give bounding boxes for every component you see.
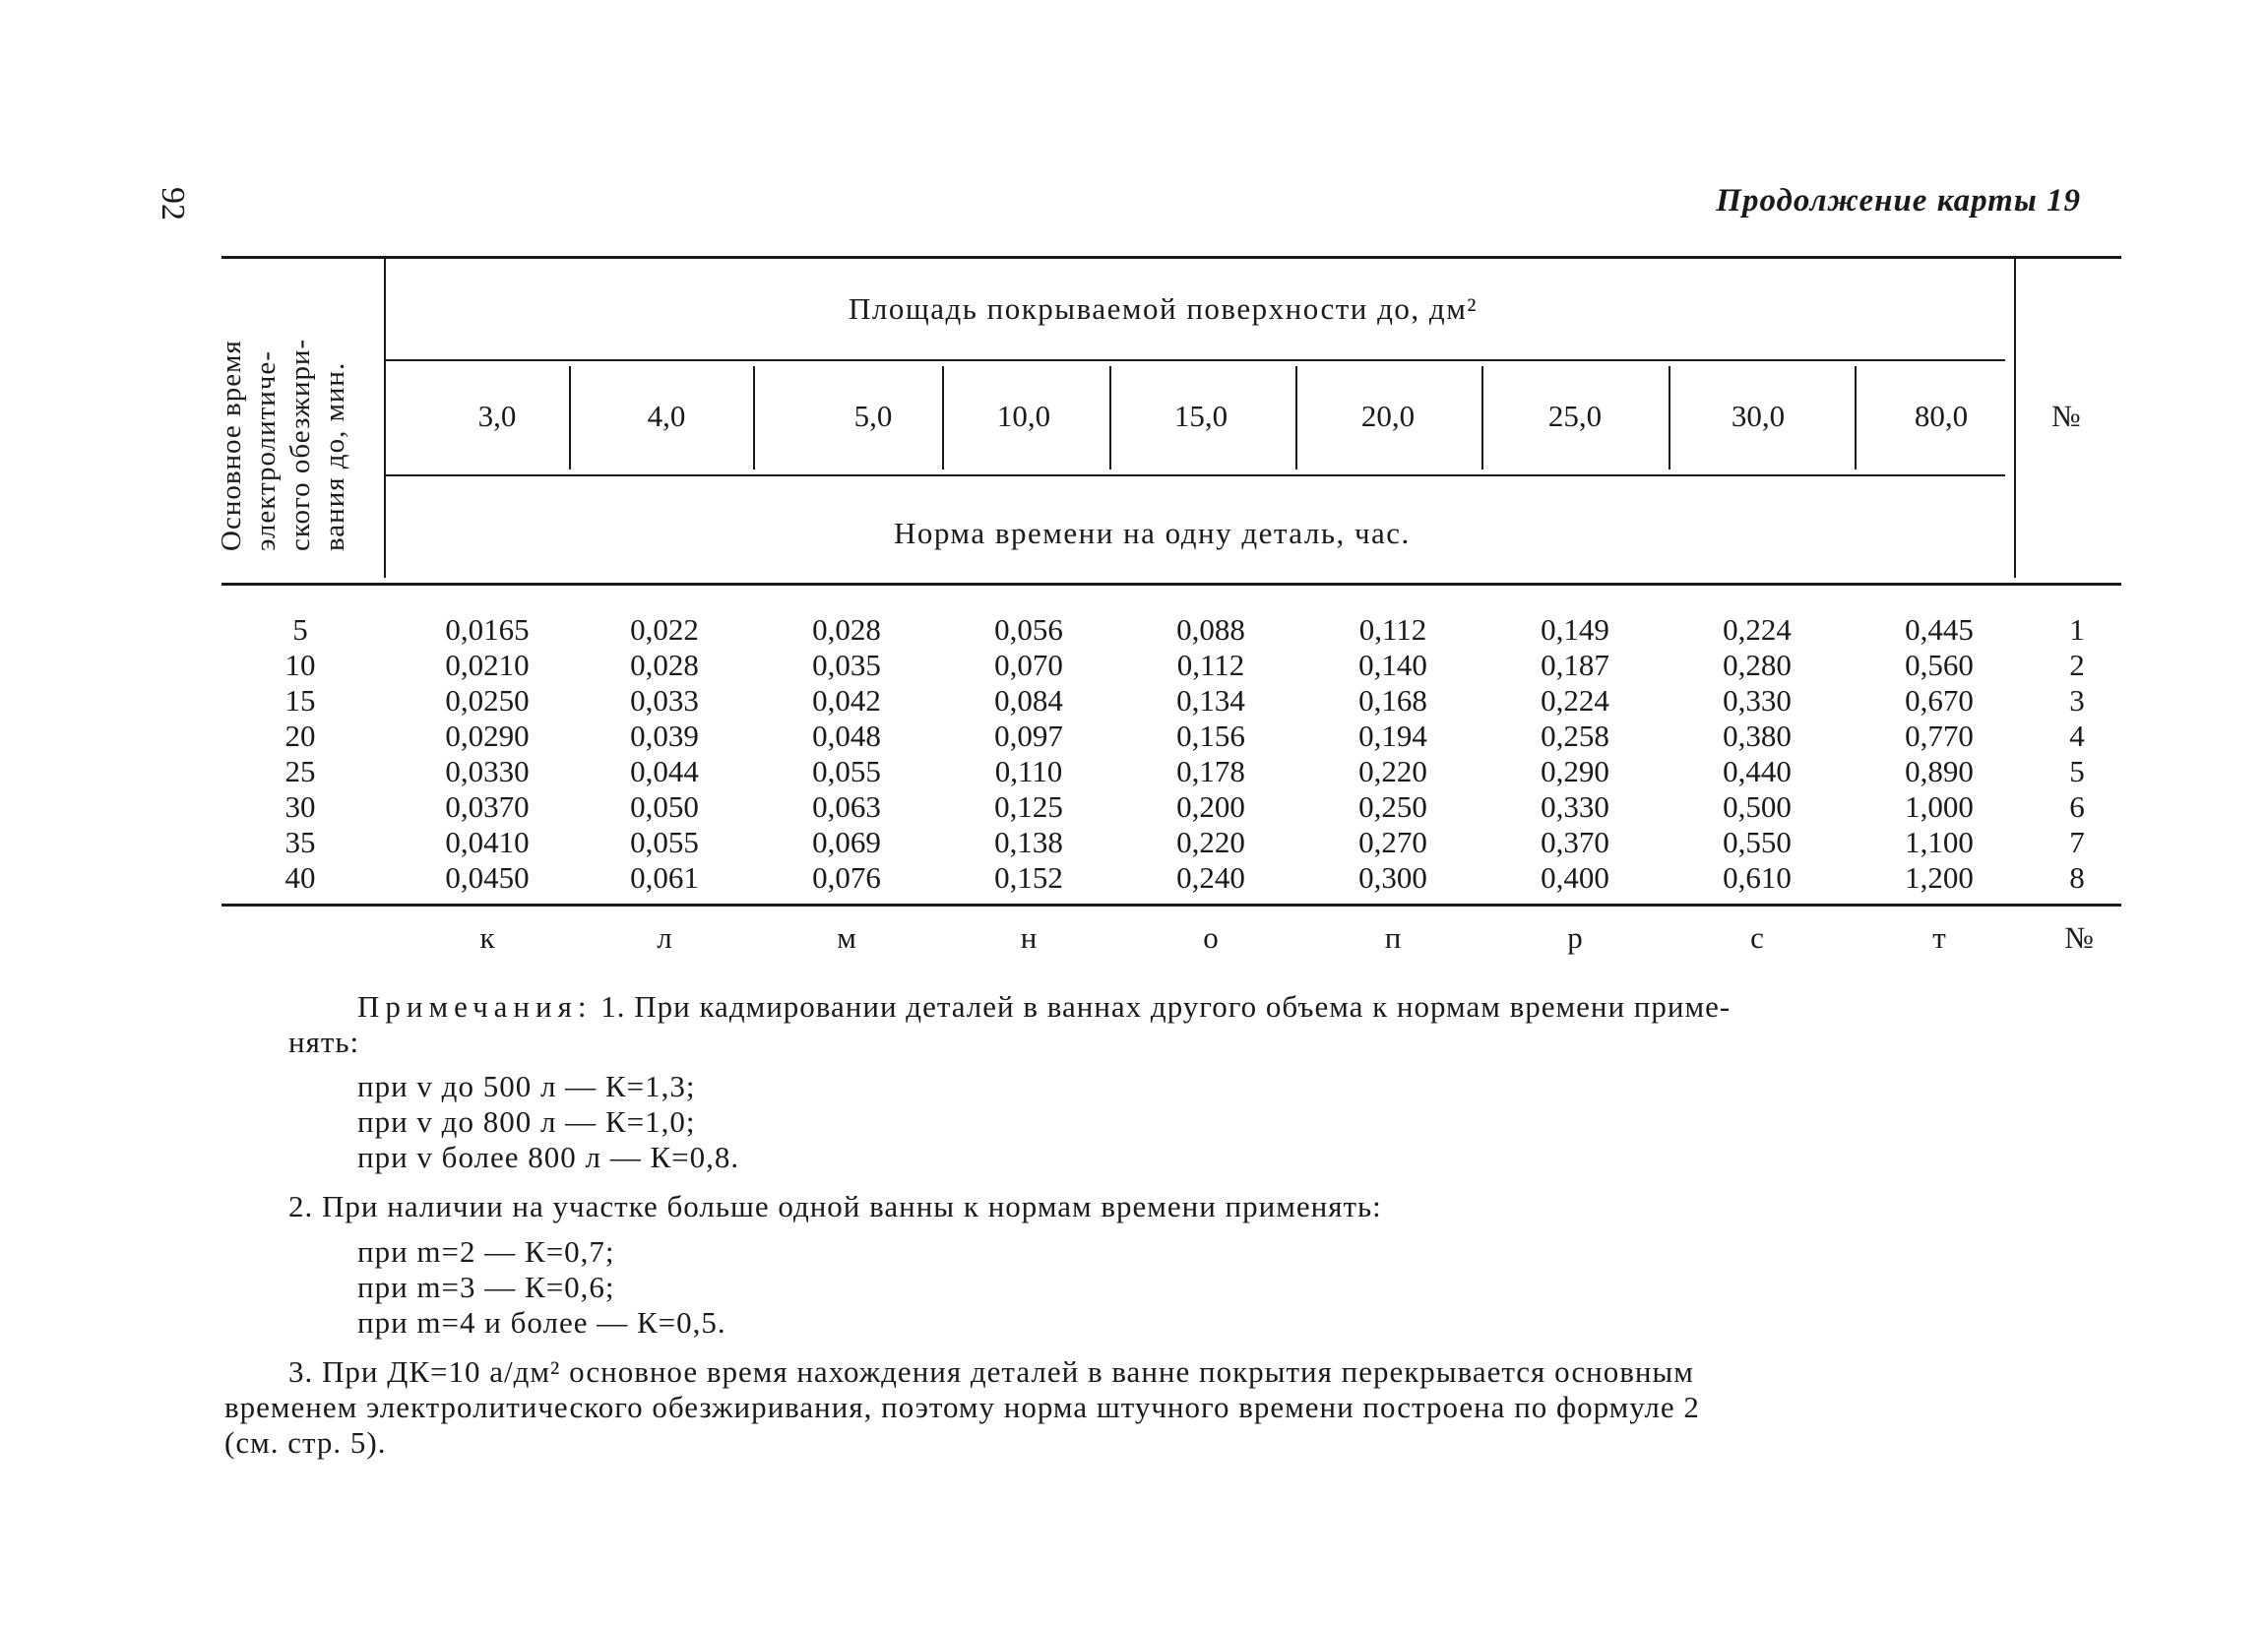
col-divider: [1855, 366, 1857, 469]
norm-cell: 0,039: [630, 719, 699, 753]
area-column-header: 3,0: [477, 399, 517, 433]
norm-cell: 0,0450: [445, 860, 530, 895]
norm-cell: 0,061: [630, 860, 699, 895]
norm-cell: 0,890: [1905, 754, 1974, 788]
col-divider: [1109, 366, 1111, 469]
header-sub-rule-bottom: [386, 474, 2005, 476]
norm-cell: 0,055: [812, 754, 881, 788]
norm-cell: 0,220: [1176, 825, 1245, 859]
row-number-cell: 7: [2069, 825, 2085, 859]
area-column-header: 80,0: [1914, 399, 1969, 433]
note-2: 2. При наличии на участке больше одной ванны к нормам времени применять:: [288, 1189, 1382, 1223]
norm-cell: 0,380: [1723, 719, 1792, 753]
norm-cell: 0,048: [812, 719, 881, 753]
norm-cell: 0,270: [1358, 825, 1427, 859]
norm-cell: 0,178: [1176, 754, 1245, 788]
norm-cell: 0,050: [630, 789, 699, 824]
norm-cell: 0,560: [1905, 648, 1974, 682]
note-3-line-2: временем электролитического обезжиривания, поэтому норма штучного времени построена по формуле 2: [224, 1390, 1700, 1424]
norm-cell: 0,550: [1723, 825, 1792, 859]
area-column-header: 30,0: [1731, 399, 1786, 433]
norm-cell: 0,194: [1358, 719, 1427, 753]
table-row: [0, 860, 2268, 896]
norm-cell: 0,250: [1358, 789, 1427, 824]
row-number-cell: 8: [2069, 860, 2085, 895]
note-1-option: при v до 800 л — К=1,0;: [357, 1104, 696, 1139]
notes-heading: Примечания:: [357, 989, 593, 1024]
table-row: [0, 648, 2268, 683]
table-row: [0, 612, 2268, 648]
column-letter: о: [1203, 920, 1219, 955]
norm-cell: 0,224: [1541, 683, 1609, 718]
area-column-header: 15,0: [1173, 399, 1228, 433]
norm-cell: 0,110: [994, 754, 1063, 788]
note-2-option: при m=3 — К=0,6;: [357, 1270, 615, 1304]
col-divider: [942, 366, 944, 469]
header-sub-rule-top: [386, 359, 2005, 361]
norm-cell: 0,033: [630, 683, 699, 718]
norm-cell: 0,770: [1905, 719, 1974, 753]
norm-cell: 0,028: [812, 612, 881, 647]
table-row: [0, 754, 2268, 789]
norm-cell: 0,445: [1905, 612, 1974, 647]
header-right-divider: [2014, 258, 2016, 578]
note-2-option: при m=2 — К=0,7;: [357, 1234, 615, 1269]
norm-cell: 0,125: [994, 789, 1063, 824]
row-number-cell: 3: [2069, 683, 2085, 718]
norm-cell: 0,200: [1176, 789, 1245, 824]
norm-cell: 0,240: [1176, 860, 1245, 895]
note-3-line-1: 3. При ДК=10 а/дм² основное время нахождения деталей в ванне покрытия перекрывается основным: [288, 1354, 1694, 1389]
column-letter: т: [1932, 920, 1946, 955]
norm-cell: 0,149: [1541, 612, 1609, 647]
norm-cell: 1,000: [1905, 789, 1974, 824]
norm-cell: 1,100: [1905, 825, 1974, 859]
row-number-cell: 2: [2069, 648, 2085, 682]
area-column-header: 5,0: [853, 399, 893, 433]
base-time-line: ского обезжири-: [284, 338, 316, 551]
norm-cell: 0,028: [630, 648, 699, 682]
page-number: 92: [155, 187, 191, 220]
norm-header: Норма времени на одну деталь, час.: [894, 516, 1411, 550]
norm-cell: 0,0210: [445, 648, 530, 682]
base-time-cell: 5: [292, 612, 308, 647]
col-divider: [1481, 366, 1483, 469]
norm-cell: 1,200: [1905, 860, 1974, 895]
norm-cell: 0,300: [1358, 860, 1427, 895]
norm-cell: 0,138: [994, 825, 1063, 859]
base-time-line: электролитиче-: [250, 350, 282, 551]
number-header: №: [2051, 399, 2081, 433]
row-number-cell: 6: [2069, 789, 2085, 824]
norm-cell: 0,330: [1541, 789, 1609, 824]
column-letter: с: [1750, 920, 1764, 955]
norm-cell: 0,0250: [445, 683, 530, 718]
base-time-header: [215, 256, 392, 551]
norm-cell: 0,069: [812, 825, 881, 859]
area-column-header: 4,0: [647, 399, 686, 433]
norm-cell: 0,088: [1176, 612, 1245, 647]
norm-cell: 0,330: [1723, 683, 1792, 718]
base-time-line: вания до, мин.: [319, 361, 350, 551]
norm-cell: 0,084: [994, 683, 1063, 718]
norm-cell: 0,156: [1176, 719, 1245, 753]
norm-cell: 0,0410: [445, 825, 530, 859]
norm-cell: 0,063: [812, 789, 881, 824]
norm-cell: 0,500: [1723, 789, 1792, 824]
norm-cell: 0,290: [1541, 754, 1609, 788]
note-1-line-2: нять:: [288, 1025, 360, 1059]
base-time-cell: 25: [284, 754, 316, 788]
norm-cell: 0,168: [1358, 683, 1427, 718]
col-divider: [1669, 366, 1670, 469]
table-top-rule: [221, 256, 2121, 259]
note-3-line-3: (см. стр. 5).: [224, 1425, 387, 1460]
base-time-cell: 10: [284, 648, 316, 682]
norm-cell: 0,280: [1723, 648, 1792, 682]
norm-cell: 0,070: [994, 648, 1063, 682]
area-header: Площадь покрываемой поверхности до, дм²: [849, 291, 1479, 326]
base-time-cell: 30: [284, 789, 316, 824]
norm-cell: 0,042: [812, 683, 881, 718]
area-column-header: 10,0: [996, 399, 1051, 433]
norm-cell: 0,022: [630, 612, 699, 647]
table-row: [0, 719, 2268, 754]
area-column-header: 20,0: [1360, 399, 1416, 433]
norm-cell: 0,370: [1541, 825, 1609, 859]
table-row: [0, 789, 2268, 825]
norm-cell: 0,044: [630, 754, 699, 788]
norm-cell: 0,056: [994, 612, 1063, 647]
base-time-cell: 20: [284, 719, 316, 753]
table-header-bottom-rule: [221, 583, 2121, 586]
area-column-header: 25,0: [1547, 399, 1603, 433]
norm-cell: 0,610: [1723, 860, 1792, 895]
table-row: [0, 825, 2268, 860]
norm-cell: 0,112: [1358, 612, 1427, 647]
norm-cell: 0,152: [994, 860, 1063, 895]
norm-cell: 0,0290: [445, 719, 530, 753]
norm-cell: 0,0370: [445, 789, 530, 824]
norm-cell: 0,134: [1176, 683, 1245, 718]
note-1-line-1: 1. При кадмировании деталей в ваннах другого объема к нормам времени приме-: [600, 989, 1732, 1024]
table-bottom-rule: [221, 904, 2121, 907]
norm-cell: 0,0330: [445, 754, 530, 788]
base-time-cell: 35: [284, 825, 316, 859]
norm-cell: 0,220: [1358, 754, 1427, 788]
row-number-cell: 4: [2069, 719, 2085, 753]
column-letter: л: [657, 920, 672, 955]
col-divider: [753, 366, 755, 469]
note-1-option: при v до 500 л — К=1,3;: [357, 1069, 696, 1103]
base-time-cell: 15: [284, 683, 316, 718]
continuation-title: Продолжение карты 19: [1716, 183, 2081, 219]
column-letter: м: [837, 920, 856, 955]
norm-cell: 0,224: [1723, 612, 1792, 647]
col-divider: [1295, 366, 1297, 469]
letters-number-label: №: [2064, 920, 2094, 955]
base-time-line: Основное время: [216, 340, 247, 551]
norm-cell: 0,400: [1541, 860, 1609, 895]
norm-cell: 0,187: [1541, 648, 1609, 682]
note-1-option: при v более 800 л — К=0,8.: [357, 1140, 740, 1174]
note-2-option: при m=4 и более — К=0,5.: [357, 1305, 726, 1340]
table-row: [0, 683, 2268, 719]
row-number-cell: 1: [2069, 612, 2085, 647]
column-letter: р: [1567, 920, 1583, 955]
norm-cell: 0,076: [812, 860, 881, 895]
norm-cell: 0,670: [1905, 683, 1974, 718]
norm-cell: 0,140: [1358, 648, 1427, 682]
column-letter: н: [1020, 920, 1038, 955]
column-letter: п: [1384, 920, 1402, 955]
row-number-cell: 5: [2069, 754, 2085, 788]
norm-cell: 0,097: [994, 719, 1063, 753]
norm-cell: 0,112: [1176, 648, 1245, 682]
norm-cell: 0,440: [1723, 754, 1792, 788]
norm-cell: 0,035: [812, 648, 881, 682]
column-letter: к: [479, 920, 495, 955]
norm-cell: 0,055: [630, 825, 699, 859]
norm-cell: 0,258: [1541, 719, 1609, 753]
col-divider: [569, 366, 571, 469]
norm-cell: 0,0165: [445, 612, 530, 647]
base-time-cell: 40: [284, 860, 316, 895]
